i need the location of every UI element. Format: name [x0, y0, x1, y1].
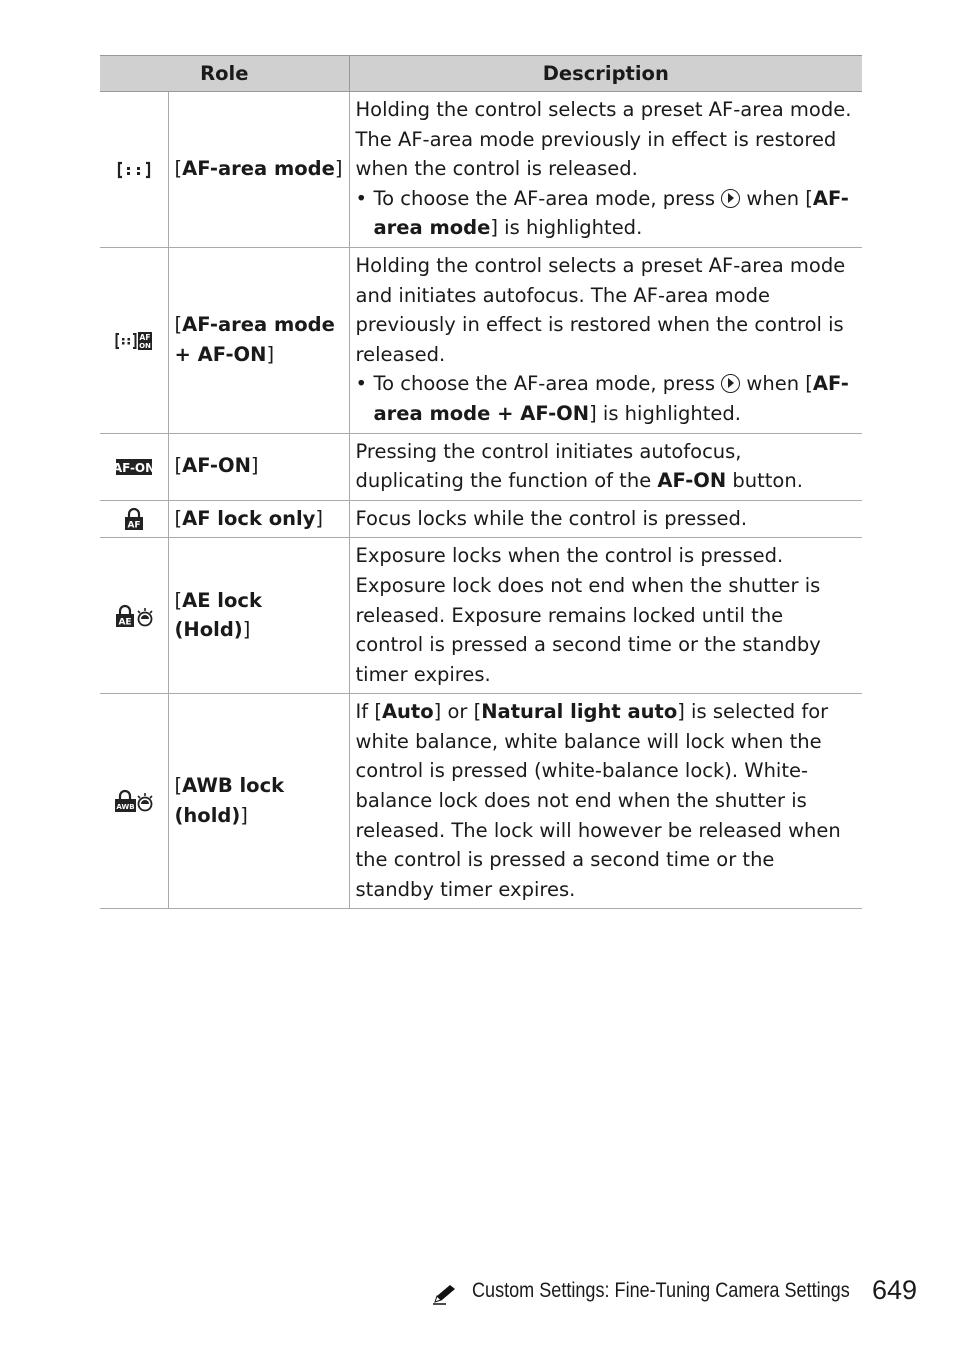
icon-cell: [100, 433, 168, 500]
description-cell: [349, 433, 862, 500]
table-row: [100, 500, 862, 538]
bullet-item: • To choose the AF-area mode, press when [AF-area mode + AF-ON] is highlighted.: [355, 372, 849, 425]
role-name: AF-area mode + AF-ON: [174, 313, 335, 366]
page-number: 649: [871, 1275, 917, 1305]
svg-text:AWB: AWB: [116, 803, 135, 812]
table-row: [100, 92, 862, 248]
table-header-row: [100, 56, 862, 92]
table-row: [100, 247, 862, 433]
footer-section-title: Custom Settings: Fine-Tuning Camera Settings: [472, 1279, 850, 1302]
multi-selector-right-icon: [721, 189, 740, 208]
role-cell: [AF-area mode]: [168, 92, 349, 248]
pencil-icon: [432, 1283, 458, 1309]
role-cell: [AF-area mode + AF-ON]: [168, 247, 349, 433]
af-area-mode-icon: [117, 160, 151, 180]
icon-cell: [100, 92, 168, 248]
icon-cell: [100, 694, 168, 909]
table-row: [100, 538, 862, 694]
role-cell: [AF lock only]: [168, 500, 349, 538]
role-name: AWB lock (hold): [174, 774, 285, 827]
description-text: Holding the control selects a preset AF-area mode. The AF-area mode previously in effect is restored when the control is released.: [355, 98, 852, 181]
header-role: Role: [100, 56, 349, 92]
description-cell: [349, 247, 862, 433]
af-lock-icon: [123, 509, 145, 531]
description-text: Exposure locks when the control is pressed. Exposure lock does not end when the shutter is released. Exposure remains locked until the control is pressed a second time or the standby timer expires.: [355, 544, 821, 686]
ae-lock-hold-icon: [114, 606, 154, 628]
af-on-icon: [112, 457, 155, 477]
role-name: AF-area mode: [182, 157, 335, 181]
svg-text:AE: AE: [118, 617, 132, 627]
description-cell: [349, 538, 862, 694]
role-name: AF-ON: [182, 454, 251, 478]
svg-text:ON: ON: [138, 341, 151, 350]
description-text: Holding the control selects a preset AF-area mode and initiates autofocus. The AF-area mode previously in effect is restored when the control is released.: [355, 253, 846, 366]
svg-text:AF-ON: AF-ON: [112, 461, 155, 476]
role-cell: [AE lock (Hold)]: [168, 538, 349, 694]
header-description: Description: [349, 56, 862, 92]
role-cell: [AWB lock (hold)]: [168, 694, 349, 909]
page-footer: [432, 1275, 917, 1311]
description-cell: [349, 92, 862, 248]
role-name: AE lock (Hold): [174, 588, 262, 642]
svg-text:AF: AF: [127, 520, 141, 531]
description-text: Pressing the control initiates autofocus, duplicating the function of the AF-ON button.: [355, 439, 803, 493]
icon-cell: [100, 247, 168, 433]
role-name: AF lock only: [182, 506, 316, 530]
bullet-item: • To choose the AF-area mode, press when [AF-area mode] is highlighted.: [355, 186, 849, 240]
af-area-mode-af-on-icon: [115, 330, 153, 352]
svg-text:AF: AF: [139, 332, 151, 342]
multi-selector-right-icon: [721, 374, 740, 393]
table-row: [100, 433, 862, 500]
role-cell: [AF-ON]: [168, 433, 349, 500]
description-cell: [349, 694, 862, 909]
awb-lock-hold-icon: [114, 791, 154, 813]
description-cell: [349, 500, 862, 538]
icon-cell: [100, 500, 168, 538]
icon-cell: [100, 538, 168, 694]
description-text: If [Auto] or [Natural light auto] is selected for white balance, white balance will lock when the control is pressed (white-balance lock). White-balance lock does not end when the shutter is released. The lock will however be released when the control is pressed a second time or the standby timer expires.: [355, 700, 841, 901]
table-row: [100, 694, 862, 909]
description-text: Focus locks while the control is pressed.: [355, 506, 748, 530]
roles-table: [100, 55, 862, 909]
